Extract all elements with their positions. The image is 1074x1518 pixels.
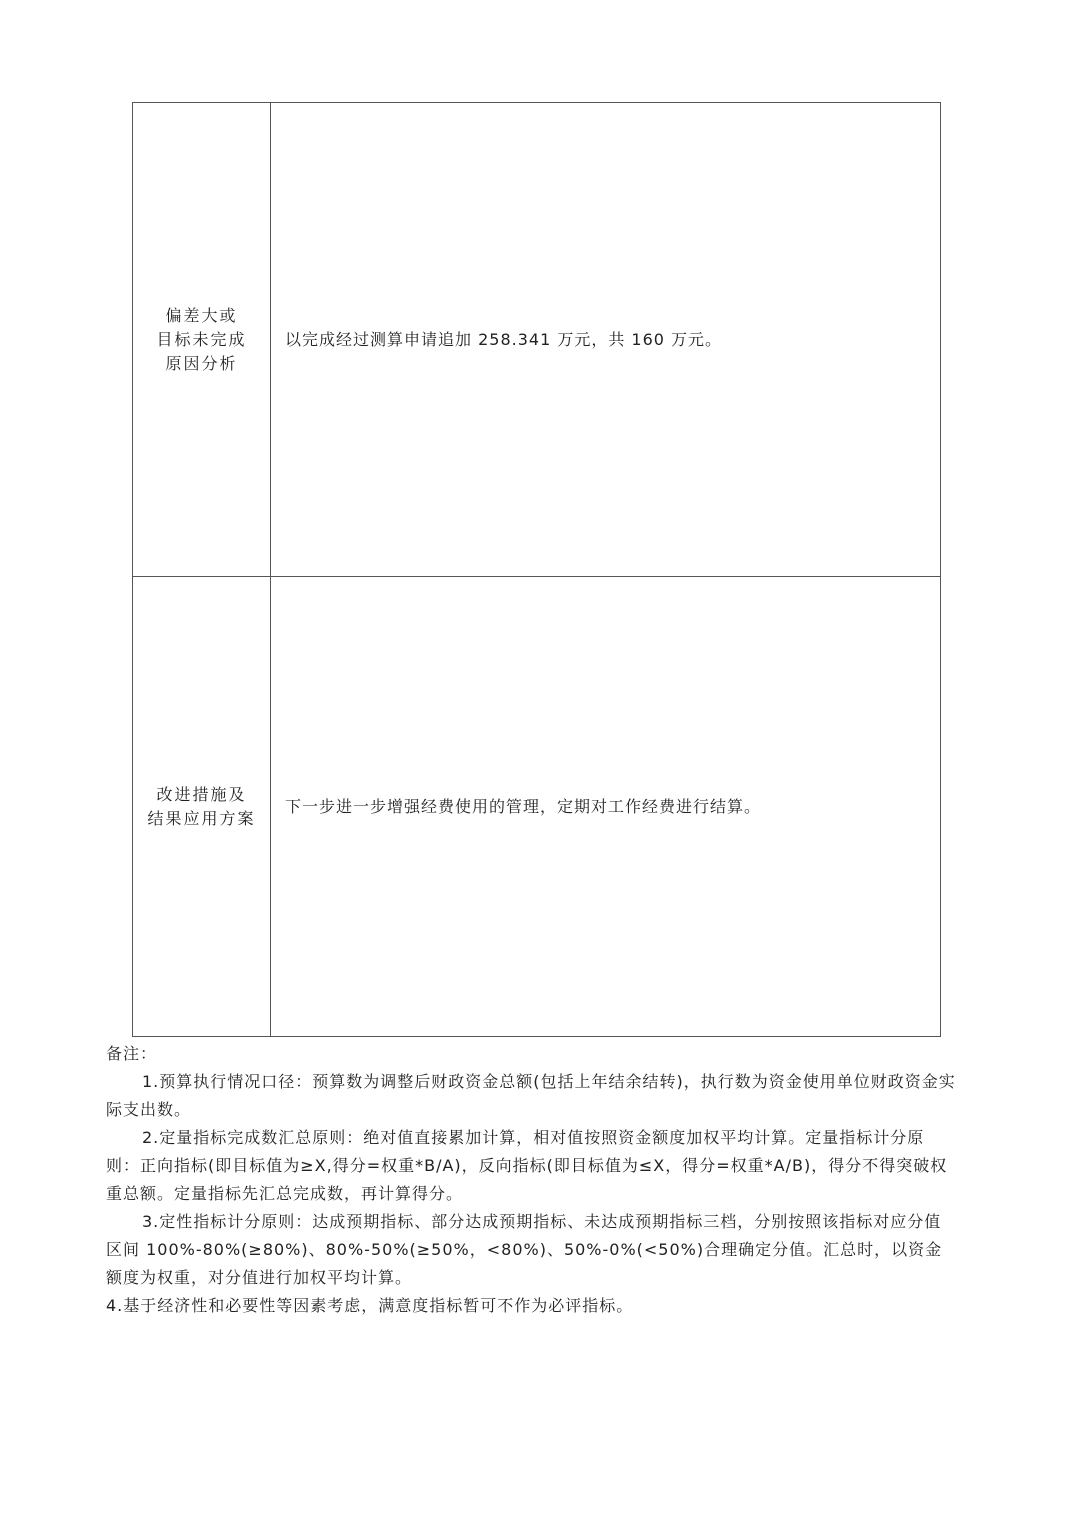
table-row-deviation-analysis <box>133 103 941 577</box>
notes-section <box>106 1040 956 1320</box>
row-content-deviation: 以完成经过测算申请追加 258.341 万元，共 160 万元。 <box>271 103 941 577</box>
note-item-2: 2.定量指标完成数汇总原则：绝对值直接累加计算，相对值按照资金额度加权平均计算。定量指标计分原则：正向指标(即目标值为≥X,得分=权重*B/A)，反向指标(即目标值为≤X，得分=权重*A/B)，得分不得突破权重总额。定量指标先汇总完成数，再计算得分。 <box>106 1128 948 1203</box>
evaluation-table <box>132 102 941 1037</box>
note-item-1: 1.预算执行情况口径：预算数为调整后财政资金总额(包括上年结余结转)，执行数为资金使用单位财政资金实际支出数。 <box>106 1072 956 1119</box>
label-line: 结果应用方案 <box>147 808 256 828</box>
label-line: 偏差大或 <box>165 305 238 325</box>
note-item-3: 3.定性指标计分原则：达成预期指标、部分达成预期指标、未达成预期指标三档，分别按照该指标对应分值区间 100%-80%(≥80%)、80%-50%(≥50%，<80%)、50%-0%(<50%)合理确定分值。汇总时，以资金额度为权重，对分值进行加权平均计算。 <box>106 1212 943 1287</box>
label-line: 目标未完成 <box>156 329 247 349</box>
row-label-improvement <box>133 577 271 1037</box>
row-content-improvement: 下一步进一步增强经费使用的管理，定期对工作经费进行结算。 <box>271 577 941 1037</box>
note-item-4: 4.基于经济性和必要性等因素考虑，满意度指标暂可不作为必评指标。 <box>106 1296 634 1315</box>
notes-heading: 备注： <box>106 1044 158 1063</box>
label-line: 原因分析 <box>165 353 238 373</box>
table-row-improvement-plan <box>133 577 941 1037</box>
label-line: 改进措施及 <box>156 784 247 804</box>
row-label-deviation <box>133 103 271 577</box>
